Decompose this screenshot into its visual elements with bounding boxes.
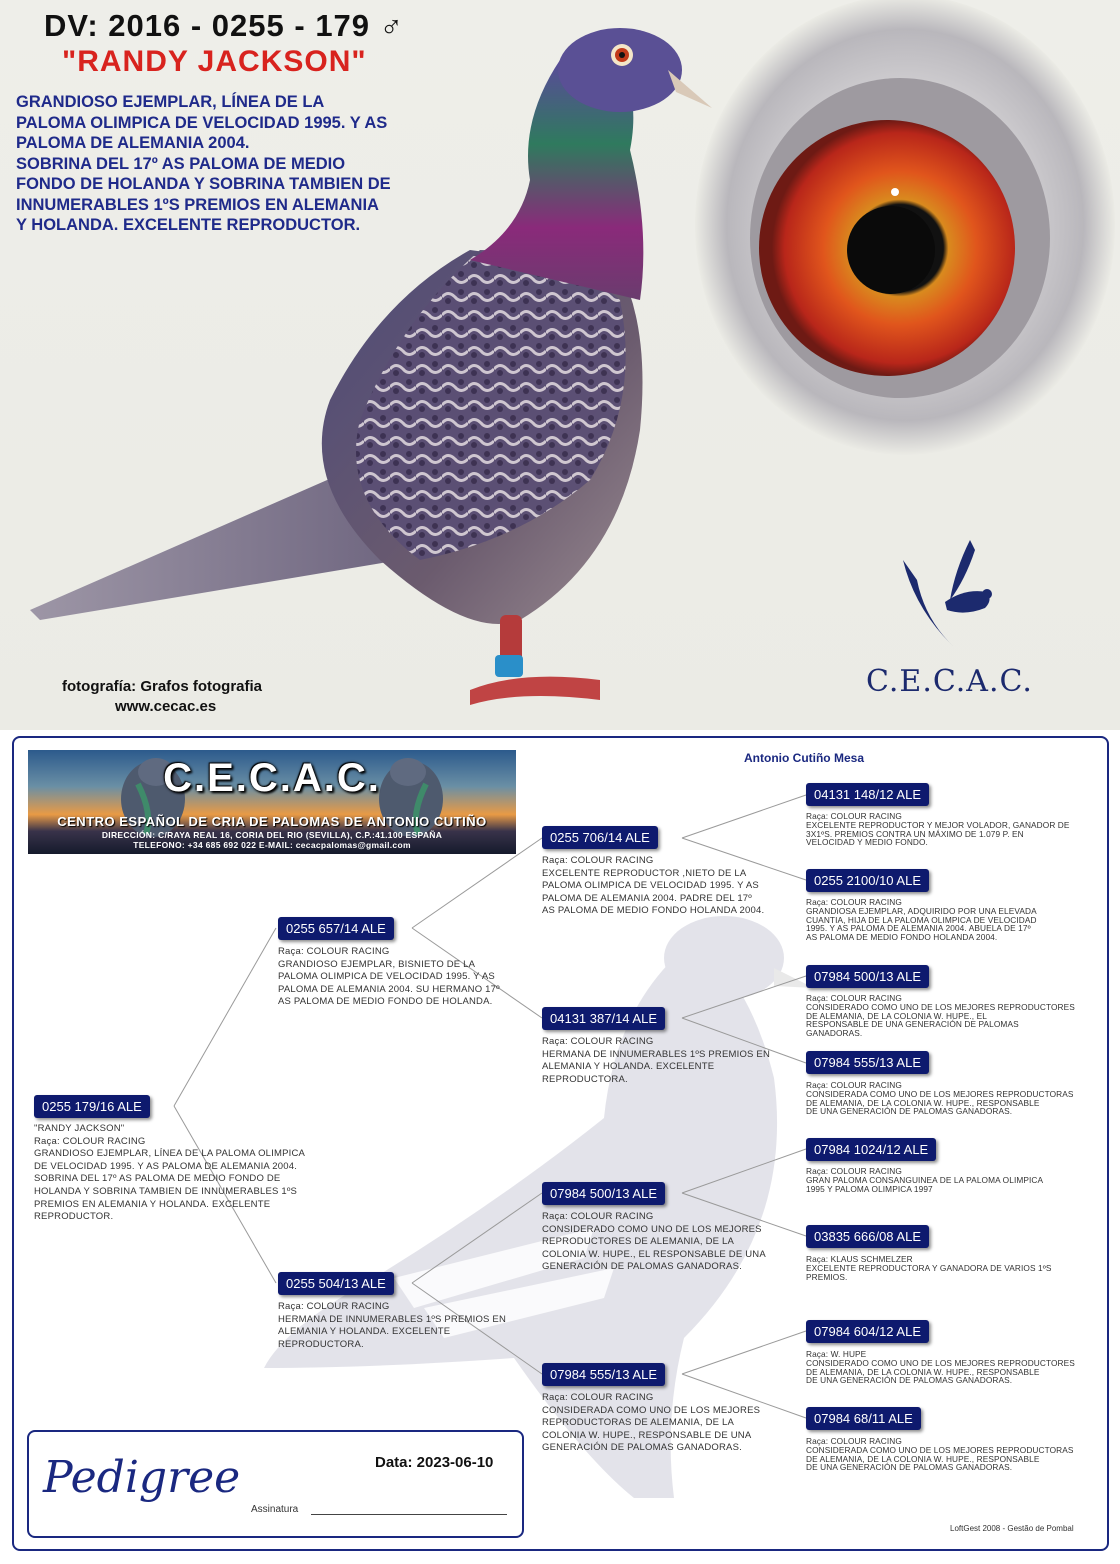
- cecac-logo-icon: [895, 540, 1005, 660]
- mother-info: [278, 1301, 518, 1351]
- info-line: SOBRINA DEL 17º AS PALOMA DE MEDIO FONDO DE: [34, 1173, 281, 1185]
- owner-name: Antonio Cutiño Mesa: [744, 751, 864, 765]
- info-line: PALOMA DE ALEMANIA 2004. SU HERMANO 17º: [278, 983, 500, 995]
- poster-description: [16, 92, 516, 236]
- info-line: CONSIDERADA COMO UNO DE LOS MEJORES REPRODUCTORAS: [806, 1444, 1074, 1455]
- info-line: Raça: COLOUR RACING: [806, 811, 902, 821]
- info-line: DE UNA GENERACIÓN DE PALOMAS GANADORAS.: [806, 1106, 1013, 1117]
- info-line: COLONIA W. HUPE., RESPONSABLE DE UNA: [542, 1429, 752, 1441]
- mother-ring-badge[interactable]: 0255 504/13 ALE: [278, 1272, 394, 1295]
- great-grandparent-ring-badge[interactable]: 07984 500/13 ALE: [806, 965, 929, 988]
- pedigree-date: Data: 2023-06-10: [375, 1454, 494, 1471]
- paternal-grandfather-info: [542, 855, 782, 918]
- banner-address: [28, 830, 516, 850]
- info-line: CONSIDERADO COMO UNO DE LOS MEJORES REPRODUCTORES: [806, 1001, 1075, 1012]
- description-line: FONDO DE HOLANDA Y SOBRINA TAMBIEN DE: [16, 175, 391, 193]
- info-line: ALEMANIA Y HOLANDA. EXCELENTE: [278, 1326, 451, 1338]
- great-grandparent-info: [806, 994, 1096, 1038]
- info-line: Raça: COLOUR RACING: [806, 1166, 902, 1176]
- info-line: CUANTIA, HIJA DE LA PALOMA OLIMPICA DE VELOCIDAD: [806, 914, 1037, 925]
- info-line: PREMIOS.: [806, 1271, 848, 1282]
- info-line: Raça: COLOUR RACING: [278, 1301, 390, 1312]
- paternal-grandmother-ring-badge[interactable]: 04131 387/14 ALE: [542, 1007, 665, 1030]
- info-line: ALEMANIA Y HOLANDA. EXCELENTE: [542, 1061, 715, 1073]
- info-line: EXCELENTE REPRODUCTORA Y GANADORA DE VARIOS 1ºS: [806, 1262, 1052, 1273]
- great-grandparent-ring-badge[interactable]: 07984 604/12 ALE: [806, 1320, 929, 1343]
- great-grandparent-info: [806, 812, 1096, 847]
- great-grandparent-info: [806, 1255, 1096, 1281]
- signature-box: [27, 1430, 524, 1538]
- info-line: GENERACIÓN DE PALOMAS GANADORAS.: [542, 1261, 742, 1273]
- maternal-grandfather-ring-badge[interactable]: 07984 500/13 ALE: [542, 1182, 665, 1205]
- banner-subtitle: CENTRO ESPAÑOL DE CRIA DE PALOMAS DE ANTONIO CUTIÑO: [57, 814, 487, 829]
- great-grandparent-ring-badge[interactable]: 07984 68/11 ALE: [806, 1407, 921, 1430]
- info-line: Raça: COLOUR RACING: [806, 1080, 902, 1090]
- pedigree-sheet: [12, 736, 1109, 1551]
- info-line: DE ALEMANIA, DE LA COLONIA W. HUPE., EL: [806, 1010, 987, 1021]
- info-line: AS PALOMA DE MEDIO FONDO HOLANDA 2004.: [806, 932, 998, 943]
- father-ring-badge[interactable]: 0255 657/14 ALE: [278, 917, 394, 940]
- info-line: Raça: COLOUR RACING: [542, 1211, 654, 1222]
- info-line: Raça: COLOUR RACING: [806, 993, 902, 1003]
- great-grandparent-info: [806, 1437, 1096, 1472]
- info-line: 1995. Y AS PALOMA DE ALEMANIA 2004. ABUELA DE 17º: [806, 923, 1031, 934]
- info-line: 1995 Y PALOMA OLIMPICA 1997: [806, 1183, 933, 1194]
- description-line: PALOMA DE ALEMANIA 2004.: [16, 134, 250, 152]
- great-grandparent-info: [806, 898, 1096, 942]
- eye-photo: [695, 0, 1115, 460]
- info-line: Raça: COLOUR RACING: [806, 897, 902, 907]
- pedigree-label: Pedigree: [43, 1452, 241, 1503]
- banner-phone-line: TELEFONO: +34 685 692 022 E-MAIL: cecacpalomas@gmail.com: [133, 840, 411, 850]
- paternal-grandmother-info: [542, 1036, 782, 1086]
- info-line: PREMIOS EN ALEMANIA Y HOLANDA. EXCELENTE: [34, 1198, 271, 1210]
- info-line: REPRODUCTORA.: [542, 1073, 628, 1085]
- info-line: Raça: COLOUR RACING: [806, 1436, 902, 1446]
- info-line: DE ALEMANIA, DE LA COLONIA W. HUPE., RESPONSABLE: [806, 1366, 1040, 1377]
- info-line: Raça: COLOUR RACING: [542, 855, 654, 866]
- maternal-grandmother-ring-badge[interactable]: 07984 555/13 ALE: [542, 1363, 665, 1386]
- maternal-grandfather-info: [542, 1211, 782, 1274]
- info-line: GANADORAS.: [806, 1028, 863, 1039]
- poster: [0, 0, 1120, 730]
- info-line: REPRODUCTORES DE ALEMANIA, DE LA: [542, 1236, 735, 1248]
- great-grandparent-info: [806, 1167, 1096, 1193]
- description-line: SOBRINA DEL 17º AS PALOMA DE MEDIO: [16, 154, 346, 173]
- info-line: DE ALEMANIA, DE LA COLONIA W. HUPE., RESPONSABLE: [806, 1097, 1040, 1108]
- info-line: CONSIDERADA COMO UNO DE LOS MEJORES: [542, 1404, 761, 1416]
- info-line: GRAN PALOMA CONSANGUINEA DE LA PALOMA OLIMPICA: [806, 1174, 1044, 1185]
- subject-ring-badge[interactable]: 0255 179/16 ALE: [34, 1095, 150, 1118]
- info-line: AS PALOMA DE MEDIO FONDO DE HOLANDA.: [278, 996, 493, 1008]
- info-line: 3X1ºS. PREMIOS CONTRA UN MÁXIMO DE 1.079 P. EN: [806, 828, 1024, 839]
- great-grandparent-ring-badge[interactable]: 07984 555/13 ALE: [806, 1051, 929, 1074]
- info-line: COLONIA W. HUPE., EL RESPONSABLE DE UNA: [542, 1248, 766, 1260]
- info-line: HERMANA DE INNUMERABLES 1ºS PREMIOS EN: [278, 1313, 507, 1325]
- banner-address-line: DIRECCIÓN: C/RAYA REAL 16, CORIA DEL RIO (SEVILLA), C.P.:41.100 ESPAÑA: [101, 830, 443, 840]
- info-line: Raça: COLOUR RACING: [542, 1392, 654, 1403]
- info-line: REPRODUCTORAS DE ALEMANIA, DE LA: [542, 1417, 735, 1429]
- info-line: HOLANDA Y SOBRINA TAMBIEN DE INNUMERABLES 1ºS: [34, 1185, 298, 1197]
- signature-line[interactable]: [311, 1514, 507, 1515]
- info-line: AS PALOMA DE MEDIO FONDO HOLANDA 2004.: [542, 905, 765, 917]
- info-line: GRANDIOSO EJEMPLAR, LÍNEA DE LA PALOMA OLIMPICA: [34, 1148, 306, 1160]
- info-line: "RANDY JACKSON": [34, 1123, 125, 1134]
- info-line: Raça: W. HUPE: [806, 1349, 867, 1359]
- description-line: GRANDIOSO EJEMPLAR, LÍNEA DE LA: [16, 93, 325, 111]
- paternal-grandfather-ring-badge[interactable]: 0255 706/14 ALE: [542, 826, 658, 849]
- info-line: DE VELOCIDAD 1995. Y AS PALOMA DE ALEMANIA 2004.: [34, 1160, 298, 1172]
- website-link[interactable]: www.cecac.es: [115, 698, 217, 715]
- info-line: VELOCIDAD Y MEDIO FONDO.: [806, 837, 928, 848]
- bird-name: "RANDY JACKSON": [62, 45, 367, 78]
- info-line: RESPONSABLE DE UNA GENERACIÓN DE PALOMAS: [806, 1019, 1019, 1030]
- info-line: GRANDIOSO EJEMPLAR, BISNIETO DE LA: [278, 958, 476, 970]
- father-info: [278, 946, 518, 1009]
- info-line: GENERACIÓN DE PALOMAS GANADORAS.: [542, 1442, 742, 1454]
- cecac-logo-text: C.E.C.A.C.: [866, 664, 1033, 699]
- info-line: DE ALEMANIA, DE LA COLONIA W. HUPE., RESPONSABLE: [806, 1453, 1040, 1464]
- info-line: HERMANA DE INNUMERABLES 1ºS PREMIOS EN: [542, 1048, 771, 1060]
- banner-title: C.E.C.A.C.: [163, 756, 381, 800]
- great-grandparent-ring-badge[interactable]: 04131 148/12 ALE: [806, 783, 929, 806]
- info-line: EXCELENTE REPRODUCTOR Y MEJOR VOLADOR, GANADOR DE: [806, 819, 1070, 830]
- info-line: CONSIDERADA COMO UNO DE LOS MEJORES REPRODUCTORAS: [806, 1088, 1074, 1099]
- info-line: PALOMA OLIMPICA DE VELOCIDAD 1995. Y AS: [278, 971, 495, 983]
- photo-credit: fotografía: Grafos fotografia: [62, 678, 263, 695]
- info-line: GRANDIOSA EJEMPLAR, ADQUIRIDO POR UNA ELEVADA: [806, 905, 1037, 916]
- info-line: REPRODUCTOR.: [34, 1211, 114, 1223]
- poster-title: DV: 2016 - 0255 - 179 ♂: [44, 8, 404, 43]
- great-grandparent-ring-badge[interactable]: 0255 2100/10 ALE: [806, 869, 929, 892]
- subject-info: [34, 1123, 354, 1224]
- software-credit: LoftGest 2008 - Gestão de Pombal: [950, 1524, 1074, 1533]
- info-line: Raça: COLOUR RACING: [278, 946, 390, 957]
- great-grandparent-ring-badge[interactable]: 07984 1024/12 ALE: [806, 1138, 936, 1161]
- info-line: PALOMA OLIMPICA DE VELOCIDAD 1995. Y AS: [542, 880, 759, 892]
- great-grandparent-info: [806, 1081, 1096, 1116]
- info-line: CONSIDERADO COMO UNO DE LOS MEJORES REPRODUCTORES: [806, 1357, 1075, 1368]
- description-line: PALOMA OLIMPICA DE VELOCIDAD 1995. Y AS: [16, 113, 388, 132]
- signature-label: Assinatura: [251, 1504, 299, 1515]
- cecac-banner: [28, 750, 516, 854]
- description-line: INNUMERABLES 1ºS PREMIOS EN ALEMANIA: [16, 195, 379, 214]
- info-line: REPRODUCTORA.: [278, 1338, 364, 1350]
- info-line: Raça: COLOUR RACING: [542, 1036, 654, 1047]
- info-line: Raça: COLOUR RACING: [34, 1135, 146, 1147]
- info-line: DE UNA GENERACIÓN DE PALOMAS GANADORAS.: [806, 1375, 1013, 1386]
- great-grandparent-info: [806, 1350, 1096, 1385]
- description-line: Y HOLANDA. EXCELENTE REPRODUCTOR.: [16, 216, 361, 234]
- info-line: Raça: KLAUS SCHMELZER: [806, 1254, 913, 1264]
- info-line: PALOMA DE ALEMANIA 2004. PADRE DEL 17º: [542, 892, 752, 904]
- great-grandparent-ring-badge[interactable]: 03835 666/08 ALE: [806, 1225, 929, 1248]
- info-line: CONSIDERADO COMO UNO DE LOS MEJORES: [542, 1223, 762, 1235]
- info-line: DE UNA GENERACIÓN DE PALOMAS GANADORAS.: [806, 1462, 1013, 1473]
- maternal-grandmother-info: [542, 1392, 782, 1455]
- info-line: EXCELENTE REPRODUCTOR ,NIETO DE LA: [542, 867, 747, 879]
